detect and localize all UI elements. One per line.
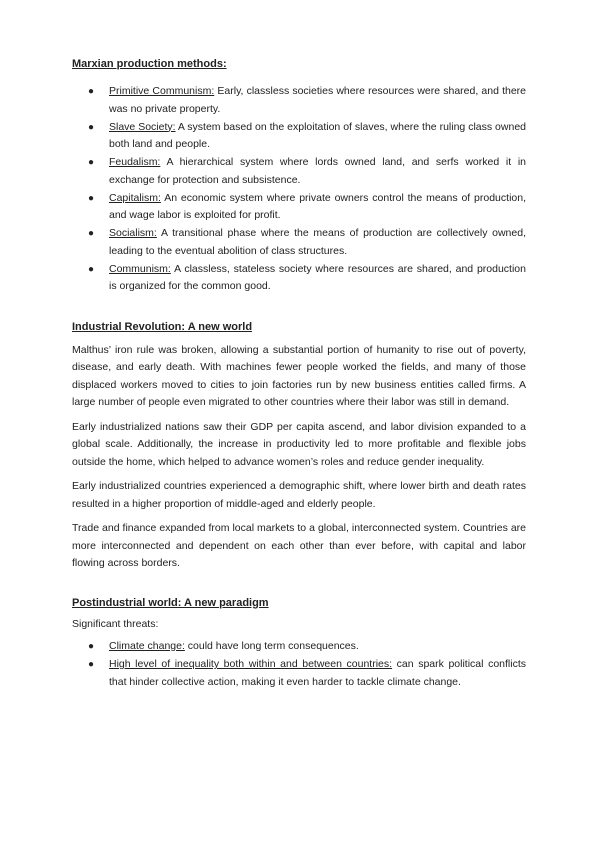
marxian-list xyxy=(72,83,526,296)
document-page xyxy=(72,56,526,692)
list-item xyxy=(72,638,526,656)
term-label: Primitive Communism: xyxy=(109,85,215,97)
list-item xyxy=(72,656,526,691)
section-heading-marxian: Marxian production methods: xyxy=(72,58,227,70)
paragraph: Trade and finance expanded from local markets to a global, interconnected system. Countries are more interconnected and dependent on each other than ever before, with capital and labor flowing across borders. xyxy=(72,522,526,569)
bullet-icon: ● xyxy=(88,157,95,168)
threats-list xyxy=(72,638,526,691)
bullet-icon: ● xyxy=(88,86,95,97)
paragraph: Malthus’ iron rule was broken, allowing a substantial portion of humanity to rise out of poverty, disease, and early death. With machines fewer people worked the fields, and many of those displaced workers moved to cities to join factories run by new business entities called firms. A large number of people even migrated to other countries where their labor was still in demand. xyxy=(72,343,526,408)
term-description: can spark political conflicts that hinder collective action, making it even harder to tackle climate change. xyxy=(109,658,526,688)
term-label: Capitalism: xyxy=(109,191,161,204)
bullet-icon: ● xyxy=(88,659,95,670)
paragraph: Early industrialized nations saw their GDP per capita ascend, and labor division expanded to a global scale. Additionally, the increase in productivity led to more profitable and flexible jobs outside the home, which helped to advance women’s roles and reduce gender inequality. xyxy=(72,420,526,468)
term-label: Feudalism: xyxy=(109,156,161,168)
term-description: A classless, stateless society where resources are shared, and production is organized for the common good. xyxy=(109,262,526,292)
list-item xyxy=(72,154,526,189)
section-heading-postindustrial: Postindustrial world: A new paradigm xyxy=(72,596,269,609)
list-item xyxy=(72,225,526,260)
term-description: A transitional phase where the means of production are collectively owned, leading to the eventual abolition of class structures. xyxy=(109,227,526,257)
list-item xyxy=(72,261,526,296)
list-item xyxy=(72,83,526,118)
term-label: Socialism: xyxy=(109,227,157,239)
bullet-icon: ● xyxy=(88,641,95,652)
term-label: Communism: xyxy=(109,262,171,275)
list-item xyxy=(72,119,526,154)
term-label: High level of inequality both within and between countries: xyxy=(109,658,393,670)
bullet-icon: ● xyxy=(88,121,95,133)
term-description: Early, classless societies where resources were shared, and there was no private property. xyxy=(109,85,526,115)
term-description: An economic system where private owners control the means of production, and wage labor is exploited for profit. xyxy=(109,191,526,221)
term-label: Climate change: xyxy=(109,640,185,652)
term-description: A hierarchical system where lords owned land, and serfs worked it in exchange for protection and subsistence. xyxy=(109,156,526,186)
bullet-icon: ● xyxy=(88,192,95,204)
section-heading-industrial-revolution: Industrial Revolution: A new world xyxy=(72,320,253,333)
term-description: could have long term consequences. xyxy=(184,640,359,652)
bullet-icon: ● xyxy=(88,228,95,239)
list-item xyxy=(72,190,526,225)
term-description: A system based on the exploitation of slaves, where the ruling class owned both land and people. xyxy=(109,120,526,150)
intro-text: Significant threats: xyxy=(72,617,159,630)
bullet-icon: ● xyxy=(88,263,95,275)
term-label: Slave Society: xyxy=(109,120,176,133)
paragraph: Early industrialized countries experienced a demographic shift, where lower birth and death rates resulted in a higher proportion of middle-aged and elderly people. xyxy=(72,480,526,510)
